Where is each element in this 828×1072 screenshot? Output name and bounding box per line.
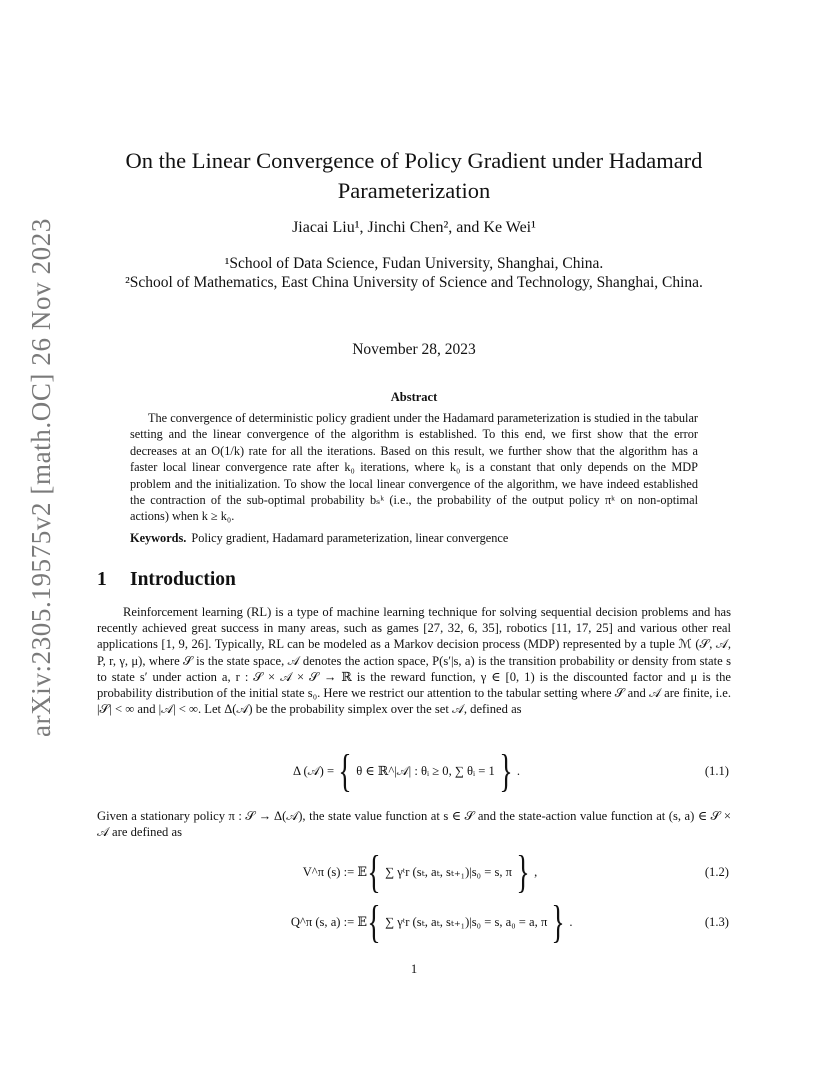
keywords-label: Keywords.	[130, 531, 187, 545]
abstract-heading: Abstract	[390, 390, 438, 404]
equation-1-3-content: ∑ γᵗr (sₜ, aₜ, sₜ₊₁)|s₀ = s, a₀ = a, π	[385, 915, 548, 929]
affiliation-2: ²School of Mathematics, East China University of Science and Technology, Shanghai, China.	[125, 274, 703, 291]
left-brace: {	[338, 745, 352, 796]
authors: Jiacai Liu¹, Jinchi Chen², and Ke Wei¹	[292, 219, 536, 236]
keywords-text: Policy gradient, Hadamard parameterization, linear convergence	[191, 531, 509, 545]
equation-1-2-content: ∑ γᵗr (sₜ, aₜ, sₜ₊₁)|s₀ = s, π	[385, 865, 513, 879]
equation-1-3-lhs: Q^π (s, a) := 𝔼	[290, 915, 367, 929]
intro-paragraph: Reinforcement learning (RL) is a type of machine learning technique for solving sequential decision problems and has recently achieved great success in many areas, such as games [27, 32, 6, 35], robotics [11, 17, 25] and various other real applications [1, 9, 26]. Typically, RL can be modeled as a Markov decision process (MDP) represented by a tuple ℳ (𝒮, 𝒜, P, r, γ, μ), where 𝒮 is the state space, 𝒜 denotes the action space, P(s′|s, a) is the transition probability or density from state s to state s′ under action a, r : 𝒮 × 𝒜 × 𝒮 → ℝ is the reward function, γ ∈ [0, 1) is the discounted factor and μ is the probability distribution of the initial state s₀. Here we restrict our attention to the tabular setting where 𝒮 and 𝒜 are finite, i.e. |𝒮| < ∞ and |𝒜| < ∞. Let Δ(𝒜) be the probability simplex over the set 𝒜, defined as	[97, 605, 731, 717]
equation-1-1-content: θ ∈ ℝ^|𝒜| : θᵢ ≥ 0, ∑ θᵢ = 1	[356, 764, 495, 778]
equation-1-2-rhs: { ∑ γᵗr (sₜ, aₜ, sₜ₊₁)|s₀ = s, π } ,	[367, 846, 538, 897]
value-function-paragraph: Given a stationary policy π : 𝒮 → Δ(𝒜), the state value function at s ∈ 𝒮 and the state-action value function at (s, a) ∈ 𝒮 × 𝒜 are defined as	[97, 809, 731, 840]
equation-1-1	[97, 745, 731, 797]
equation-number-1-1: (1.1)	[704, 763, 729, 778]
right-brace: }	[499, 745, 513, 796]
arxiv-stamp-text: arXiv:2305.19575v2 [math.OC] 26 Nov 2023	[25, 217, 56, 737]
equation-number-1-2: (1.2)	[704, 864, 729, 879]
equation-1-3	[97, 896, 731, 948]
page-number: 1	[410, 962, 418, 976]
equation-1-1-lhs: Δ (𝒜) =	[293, 763, 335, 778]
right-brace: }	[516, 846, 530, 897]
equation-1-1-body: Δ (𝒜) = { θ ∈ ℝ^|𝒜| : θᵢ ≥ 0, ∑ θᵢ = 1 } .	[293, 745, 521, 796]
equation-1-2	[97, 846, 731, 898]
equation-number-1-3: (1.3)	[704, 914, 729, 929]
arxiv-stamp	[18, 217, 64, 737]
right-brace: }	[551, 896, 565, 947]
equation-1-2-lhs: V^π (s) := 𝔼	[302, 865, 367, 879]
paper-title: On the Linear Convergence of Policy Gradient under Hadamard Parameterization	[125, 148, 703, 203]
section-title: Introduction	[130, 569, 236, 590]
section-heading	[97, 569, 236, 591]
date: November 28, 2023	[352, 341, 476, 358]
abstract-body: The convergence of deterministic policy gradient under the Hadamard parameterization is studied in the tabular setting and the linear convergence of the algorithm is established. To this end, we first show that the error decreases at an O(1/k) rate for all the iterations. Based on this result, we further show that the algorithm has a faster local linear convergence rate after k₀ iterations, where k₀ is a constant that only depends on the MDP problem and the initialization. To show the local linear convergence of the algorithm, we have indeed established the contraction of the sub-optimal probability bₛᵏ (i.e., the probability of the output policy πᵏ on non-optimal actions) when k ≥ k₀.	[130, 411, 698, 524]
left-brace: {	[367, 846, 381, 897]
section-number: 1	[97, 569, 107, 590]
equation-1-3-rhs: { ∑ γᵗr (sₜ, aₜ, sₜ₊₁)|s₀ = s, a₀ = a, π } .	[367, 896, 573, 947]
affiliation-1: ¹School of Data Science, Fudan University, Shanghai, China.	[224, 255, 604, 272]
keywords	[130, 531, 698, 546]
left-brace: {	[367, 896, 381, 947]
